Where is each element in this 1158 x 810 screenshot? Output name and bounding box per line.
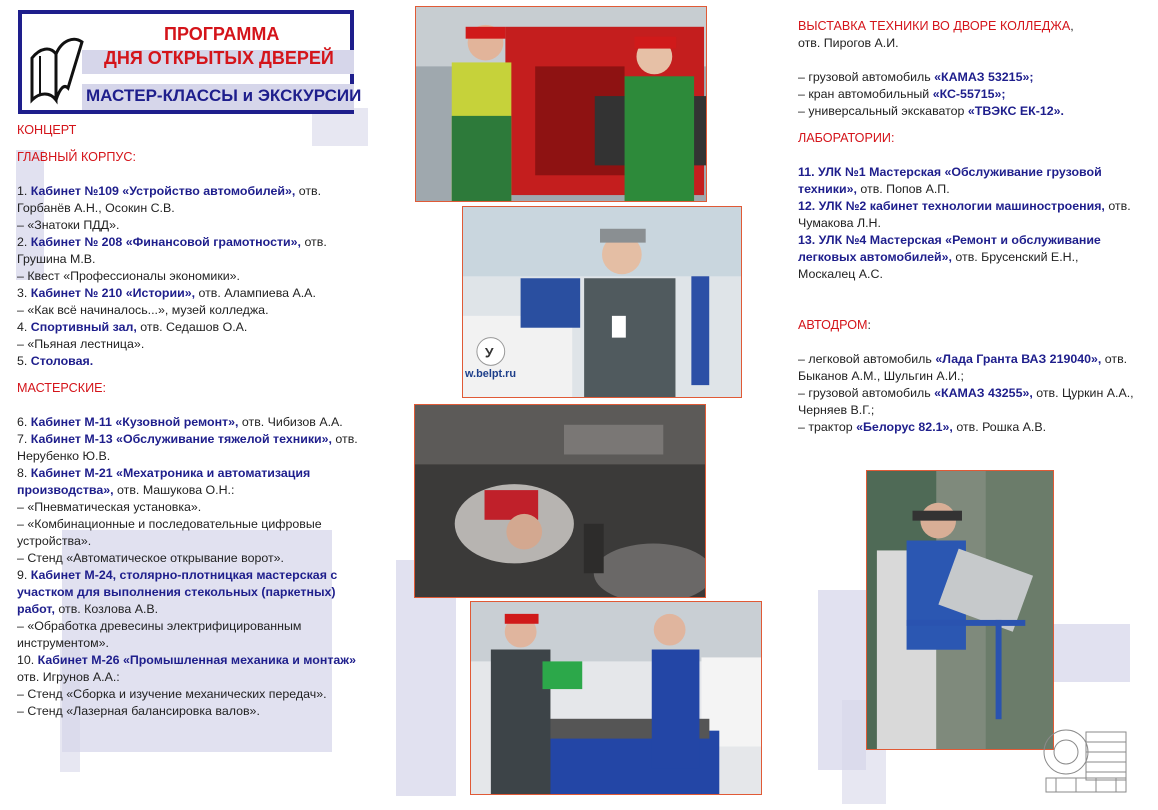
item-responsible: отв. Попов А.П. — [856, 182, 950, 196]
exhibition-resp: отв. Пирогов А.И. — [798, 36, 899, 50]
item-title: Кабинет М-26 «Промышленная механика и монтаж» — [37, 653, 356, 667]
item-title: «КС-55715»; — [932, 87, 1006, 101]
item-title: «Лада Гранта ВАЗ 219040», — [935, 352, 1102, 366]
item-activity: – Стенд «Лазерная балансировка валов». — [17, 704, 260, 718]
header-box — [18, 10, 362, 114]
item-responsible: отв. Алампиева А.А. — [195, 286, 316, 300]
item-responsible: отв. Рошка А.В. — [952, 420, 1047, 434]
list-item — [798, 351, 1138, 385]
list-item — [17, 652, 369, 686]
main-building-list — [17, 183, 369, 370]
photo-mechatronics-stand — [470, 601, 762, 795]
concert-heading: КОНЦЕРТ — [17, 123, 77, 137]
item-number: 10. — [17, 653, 38, 667]
list-item — [798, 419, 1138, 436]
item-title: 11. УЛК №1 Мастерская «Обслуживание грузовой техники», — [798, 165, 1102, 196]
photo-body-repair — [866, 470, 1054, 750]
item-responsible: отв. Нерубенко Ю.В. — [17, 432, 358, 463]
item-responsible: отв. Грушина М.В. — [17, 235, 327, 266]
main-building-heading: ГЛАВНЫЙ КОРПУС: — [17, 150, 137, 164]
item-title: Спортивный зал, — [30, 320, 137, 334]
item-prefix: – трактор — [798, 420, 857, 434]
autodrome-colon: : — [867, 318, 871, 332]
item-activity: – Стенд «Автоматическое открывание ворот». — [17, 551, 284, 565]
item-title: 12. УЛК №2 кабинет технологии машиностроения, — [798, 199, 1105, 213]
photo-instructor — [462, 206, 742, 398]
item-number: 6. — [17, 415, 31, 429]
item-activity: – «Пневматическая установка». — [17, 500, 202, 514]
list-item — [17, 414, 369, 431]
item-responsible: отв. Быканов А.М., Шульгин А.И.; — [798, 352, 1128, 383]
item-number: 7. — [17, 432, 31, 446]
item-title: «КАМАЗ 43255», — [934, 386, 1033, 400]
item-title: Кабинет №109 «Устройство автомобилей», — [30, 184, 296, 198]
list-item — [798, 69, 1138, 86]
labs-heading: ЛАБОРАТОРИИ: — [798, 131, 895, 145]
photo-sign-text: w.belpt.ru — [464, 368, 517, 381]
item-responsible: отв. Чибизов А.А. — [238, 415, 343, 429]
right-column — [798, 18, 1138, 436]
item-activity: – «Пьяная лестница». — [17, 337, 145, 351]
exhibition-heading: ВЫСТАВКА ТЕХНИКИ ВО ДВОРЕ КОЛЛЕДЖА — [798, 19, 1071, 33]
item-prefix: – легковой автомобиль — [798, 352, 936, 366]
autodrome-heading: АВТОДРОМ — [798, 318, 868, 332]
header-subtitle: МАСТЕР-КЛАССЫ и ЭКСКУРСИИ — [86, 86, 362, 105]
item-title: «КАМАЗ 53215»; — [934, 70, 1034, 84]
deco-square — [1054, 624, 1130, 682]
list-item — [17, 353, 369, 370]
list-item — [798, 198, 1138, 232]
list-item — [17, 183, 369, 217]
item-responsible: отв. Цуркин А.А., Черняев В.Г.; — [798, 386, 1134, 417]
item-activity: – «Как всё начиналось...», музей колледжа. — [17, 303, 269, 317]
item-title: Столовая. — [30, 354, 94, 368]
item-responsible: отв. Козлова А.В. — [54, 602, 159, 616]
item-title: Кабинет М-11 «Кузовной ремонт», — [30, 415, 239, 429]
item-number: 2. — [17, 235, 31, 249]
exhibition-list — [798, 69, 1138, 120]
item-number: 4. — [17, 320, 31, 334]
list-item — [798, 164, 1138, 198]
item-number: 9. — [17, 568, 31, 582]
list-item — [798, 232, 1138, 283]
list-item — [17, 234, 369, 268]
photo-tractor-workshop — [415, 6, 707, 202]
item-title: Кабинет № 210 «Истории», — [30, 286, 196, 300]
header-title-line2: ДНЯ ОТКРЫТЫХ ДВЕРЕЙ — [104, 48, 334, 68]
list-item — [17, 567, 369, 618]
engine-sketch-icon — [1036, 712, 1136, 800]
item-activity: – «Комбинационные и последовательные цифровые устройства». — [17, 517, 322, 548]
list-item — [798, 86, 1138, 103]
item-responsible: отв. Седашов О.А. — [136, 320, 248, 334]
list-item — [798, 385, 1138, 419]
item-number: 5. — [17, 354, 31, 368]
item-activity: – Стенд «Сборка и изучение механических передач». — [17, 687, 327, 701]
item-title: Кабинет М-13 «Обслуживание тяжелой техники», — [30, 432, 332, 446]
workshops-heading: МАСТЕРСКИЕ: — [17, 381, 107, 395]
exhibition-comma: , — [1070, 19, 1074, 33]
item-title: «Белорус 82.1», — [856, 420, 953, 434]
header-title-line1: ПРОГРАММА — [164, 24, 280, 44]
item-title: «ТВЭКС ЕК-12». — [967, 104, 1064, 118]
photo-sign-letter: У — [484, 344, 494, 361]
item-number: 8. — [17, 466, 31, 480]
item-title: Кабинет М-21 «Мехатроника и автоматизация производства», — [17, 466, 311, 497]
item-prefix: – грузовой автомобиль — [798, 386, 935, 400]
item-activity: – Квест «Профессионалы экономики». — [17, 269, 241, 283]
item-responsible: отв. Игрунов А.А.: — [17, 670, 120, 684]
item-activity: – «Обработка древесины электрифицированным инструментом». — [17, 619, 302, 650]
left-column — [17, 122, 369, 720]
list-item — [798, 103, 1138, 120]
item-prefix: – универсальный экскаватор — [798, 104, 968, 118]
list-item — [17, 431, 369, 465]
item-prefix: – кран автомобильный — [798, 87, 933, 101]
item-responsible: отв. Машукова О.Н.: — [113, 483, 235, 497]
list-item — [17, 319, 369, 336]
item-title: 13. УЛК №4 Мастерская «Ремонт и обслуживание легковых автомобилей», — [798, 233, 1101, 264]
item-number: 3. — [17, 286, 31, 300]
item-activity: – «Знатоки ПДД». — [17, 218, 120, 232]
item-responsible: отв. Брусенский Е.Н., Москалец А.С. — [798, 250, 1079, 281]
item-prefix: – грузовой автомобиль — [798, 70, 935, 84]
book-logo-icon — [26, 28, 88, 106]
item-title: Кабинет № 208 «Финансовой грамотности», — [30, 235, 301, 249]
list-item — [17, 285, 369, 302]
labs-list — [798, 164, 1138, 283]
item-responsible: отв. Горбанёв А.Н., Осокин С.В. — [17, 184, 322, 215]
workshops-list — [17, 414, 369, 720]
item-number: 1. — [17, 184, 31, 198]
list-item — [17, 465, 369, 499]
photo-mechanic-under-car — [414, 404, 706, 598]
item-title: Кабинет М-24, столярно-плотницкая мастерская с участком для выполнения стекольных (паркетных) работ, — [17, 568, 338, 616]
autodrome-list — [798, 351, 1138, 436]
item-responsible: отв. Чумакова Л.Н. — [798, 199, 1131, 230]
